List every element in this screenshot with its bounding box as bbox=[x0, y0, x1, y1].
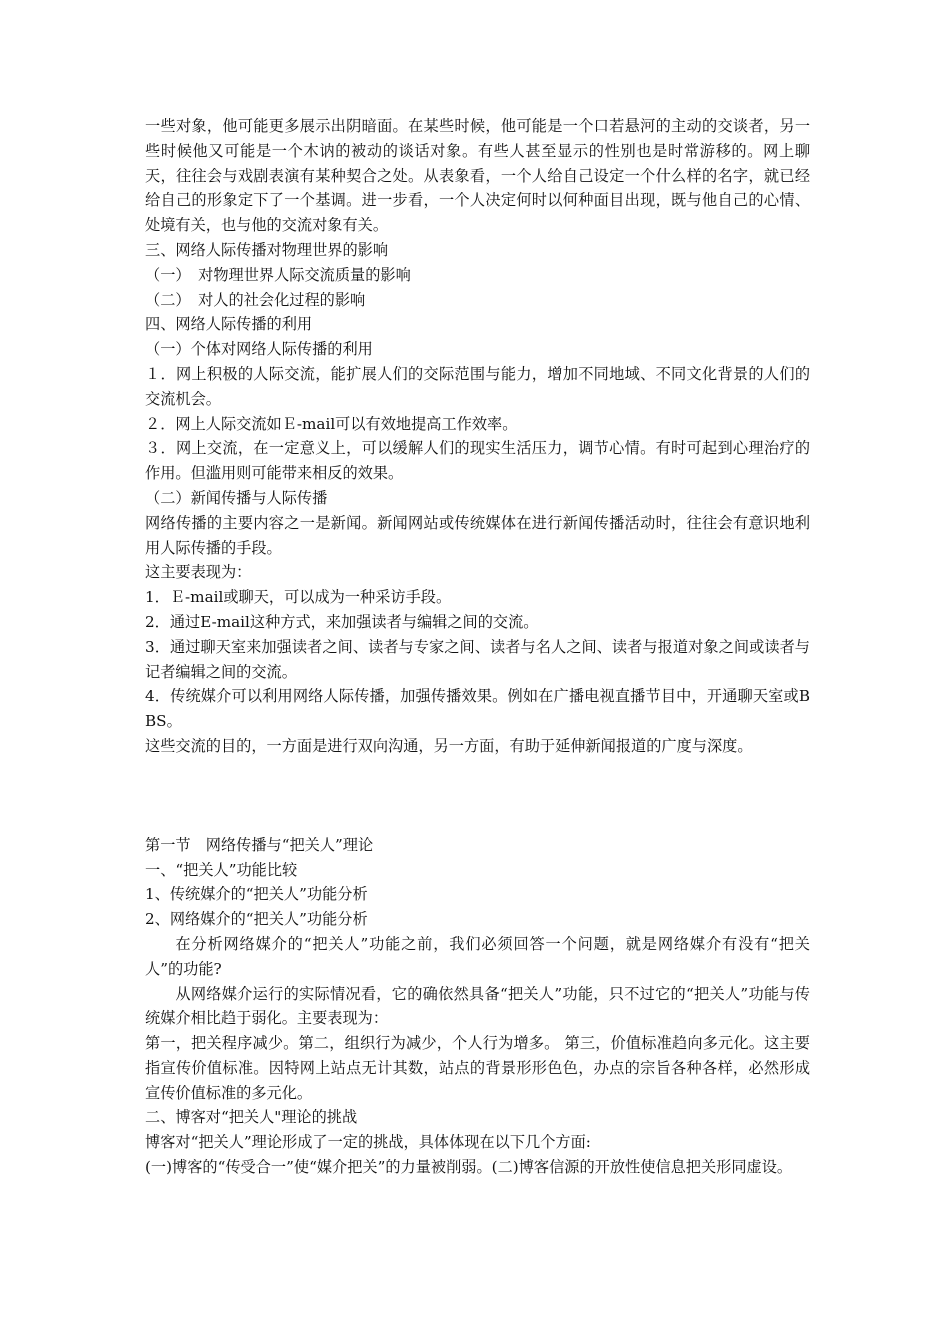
paragraph-challenge: 博客对“把关人”理论形成了一定的挑战，具体体现在以下几个方面: bbox=[145, 1133, 591, 1152]
subheading-4-1: （一）个体对网络人际传播的利用 bbox=[145, 340, 373, 359]
subheading-1: 一、“把关人”功能比较 bbox=[145, 860, 298, 879]
paragraph-question: 在分析网络媒介的“把关人”功能之前，我们必须回答一个问题，就是网络媒介有没有“把关人”的功能? bbox=[145, 934, 810, 978]
list-item-4-2-1: 1．Ｅ-mail或聊天，可以成为一种采访手段。 bbox=[145, 588, 452, 607]
section-spacer bbox=[145, 759, 810, 833]
list-item-4-1-1: １．网上积极的人际交流，能扩展人们的交际范围与能力，增加不同地域、不同文化背景的人们的交流机会。 bbox=[145, 364, 810, 408]
list-item-4-1-3: ３．网上交流，在一定意义上，可以缓解人们的现实生活压力，调节心情。有时可起到心理治疗的作用。但滥用则可能带来相反的效果。 bbox=[145, 439, 810, 483]
subheading-3-2: （二） 对人的社会化过程的影响 bbox=[145, 290, 366, 309]
heading-section-three: 三、网络人际传播对物理世界的影响 bbox=[145, 240, 388, 259]
paragraph-answer: 从网络媒介运行的实际情况看，它的确依然具备“把关人”功能，只不过它的“把关人”功能与传统媒介相比趋于弱化。主要表现为： bbox=[145, 984, 810, 1028]
list-item-4-2-2: 2．通过E-mail这种方式，来加强读者与编辑之间的交流。 bbox=[145, 612, 539, 631]
subheading-2: 二、博客对“把关人"理论的挑战 bbox=[145, 1108, 358, 1127]
paragraph-points: 第一，把关程序减少。第二，组织行为减少，个人行为增多。 第三，价值标准趋向多元化。这主要指宣传价值标准。因特网上站点无计其数，站点的背景形形色色，办点的宗旨各种各样，必然形成宣传价值标准的多元化。 bbox=[145, 1034, 810, 1102]
list-item-4-2-3: 3．通过聊天室来加强读者之间、读者与专家之间、读者与名人之间、读者与报道对象之间或读者与记者编辑之间的交流。 bbox=[145, 637, 810, 681]
subheading-3-1: （一） 对物理世界人际交流质量的影响 bbox=[145, 265, 411, 284]
paragraph-continuation: 一些对象，他可能更多展示出阴暗面。在某些时候，他可能是一个口若悬河的主动的交谈者，另一些时候他又可能是一个木讷的被动的谈话对象。有些人甚至显示的性别也是时常游移的。网上聊天，往往会与戏剧表演有某种契合之处。从表象看，一个人给自己设定一个什么样的名字，就已经给自己的形象定下了一个基调。进一步看，一个人决定何时以何种面目出现，既与他自己的心情、处境有关，也与他的交流对象有关。 bbox=[145, 117, 810, 235]
document-page bbox=[145, 114, 810, 1180]
paragraph-conclusion: 这些交流的目的，一方面是进行双向沟通，另一方面，有助于延伸新闻报道的广度与深度。 bbox=[145, 736, 753, 755]
heading-section-four: 四、网络人际传播的利用 bbox=[145, 315, 313, 334]
section-heading: 第一节 网络传播与“把关人”理论 bbox=[145, 835, 374, 854]
paragraph-news: 网络传播的主要内容之一是新闻。新闻网站或传统媒体在进行新闻传播活动时，往往会有意识地利用人际传播的手段。 bbox=[145, 513, 810, 557]
paragraph-challenge-points: (一)博客的“传受合一”使“媒介把关”的力量被削弱。(二)博客信源的开放性使信息把关形同虚设。 bbox=[145, 1158, 793, 1177]
subheading-1-1: 1、传统媒介的“把关人”功能分析 bbox=[145, 885, 368, 904]
list-item-4-1-2: ２．网上人际交流如Ｅ-mail可以有效地提高工作效率。 bbox=[145, 414, 518, 433]
subheading-4-2: （二）新闻传播与人际传播 bbox=[145, 488, 328, 507]
paragraph-intro-list: 这主要表现为： bbox=[145, 563, 252, 582]
subheading-1-2: 2、网络媒介的“把关人”功能分析 bbox=[145, 910, 368, 929]
list-item-4-2-4: 4．传统媒介可以利用网络人际传播，加强传播效果。例如在广播电视直播节目中，开通聊天室或BBS。 bbox=[145, 687, 810, 731]
